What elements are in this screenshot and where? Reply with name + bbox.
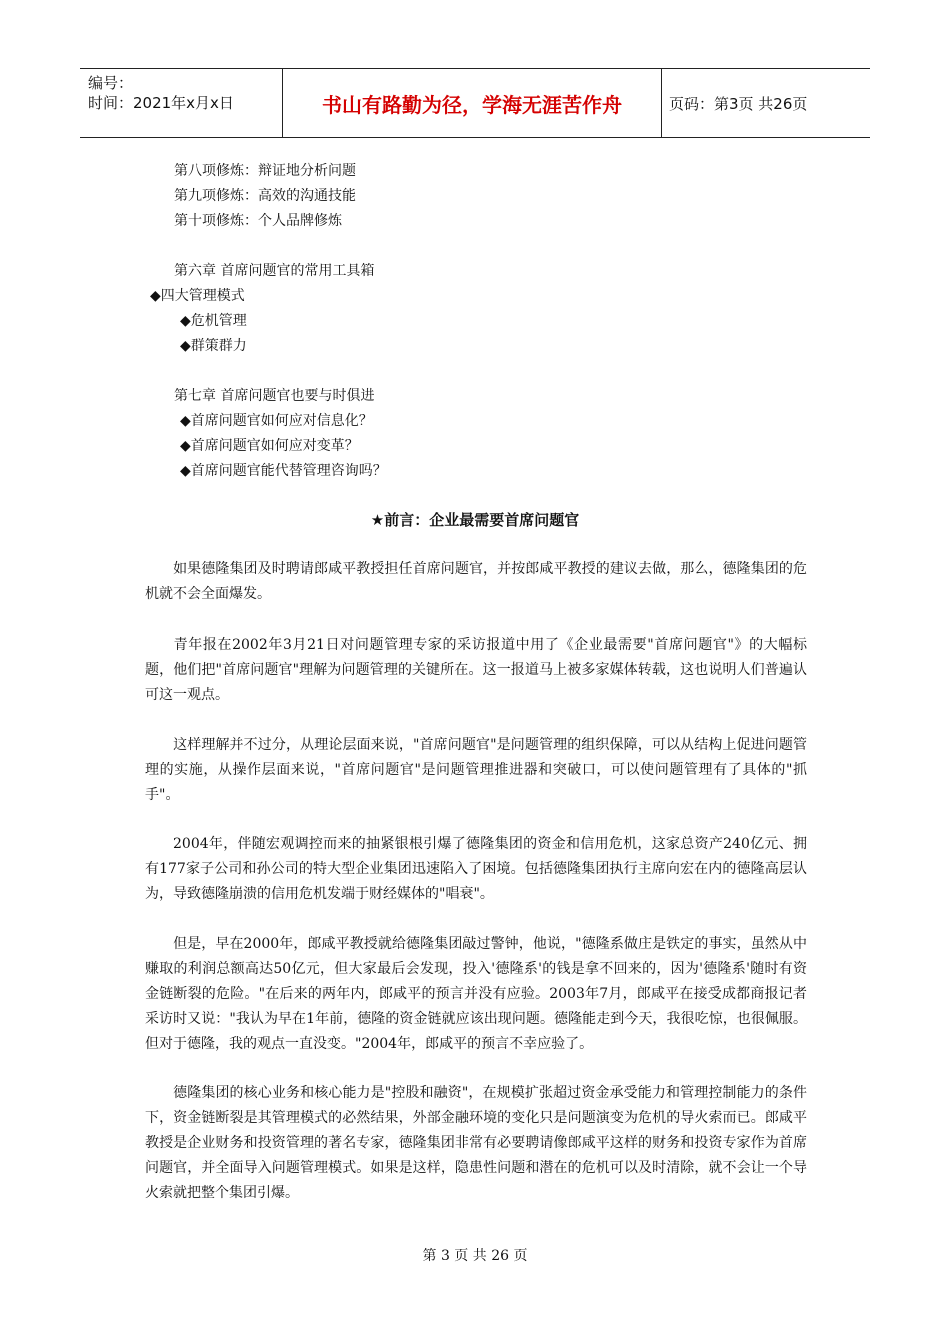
toc-item-8: 第八项修炼：辩证地分析问题 bbox=[174, 163, 356, 179]
toc-item-9: 第九项修炼：高效的沟通技能 bbox=[174, 188, 356, 204]
header-page-number: 页码：第3页 共26页 bbox=[669, 94, 808, 113]
header-number: 编号： bbox=[88, 74, 134, 92]
toc-item-10: 第十项修炼：个人品牌修炼 bbox=[174, 213, 342, 229]
toc-ch7-bullet-3: ◆首席问题官能代替管理咨询吗？ bbox=[180, 463, 387, 479]
paragraph-6: 德隆集团的核心业务和核心能力是"控股和融资"，在规模扩张超过资金承受能力和管理控制能力的条件下，资金链断裂是其管理模式的必然结果，外部金融环境的变化只是问题演变为危机的导火索而已。郎咸平教授是企业财务和投资管理的著名专家，德隆集团非常有必要聘请像郎咸平这样的财务和投资专家作为首席问题官，并全面导入问题管理模式。如果是这样，隐患性问题和潜在的危机可以及时清除，就不会让一个导火索就把整个集团引爆。 bbox=[145, 1085, 807, 1201]
toc-ch6-bullet-1: ◆四大管理模式 bbox=[150, 288, 245, 304]
toc-ch6-bullet-2: ◆危机管理 bbox=[180, 313, 247, 329]
paragraph-1: 如果德隆集团及时聘请郎咸平教授担任首席问题官，并按郎咸平教授的建议去做，那么，德隆集团的危机就不会全面爆发。 bbox=[145, 561, 807, 602]
toc-chapter-6: 第六章 首席问题官的常用工具箱 bbox=[174, 263, 375, 279]
header-time: 时间：2021年x月x日 bbox=[88, 94, 234, 112]
header-left-cell bbox=[80, 69, 282, 137]
paragraph-2: 青年报在2002年3月21日对问题管理专家的采访报道中用了《企业最需要"首席问题官"》的大幅标题，他们把"首席问题官"理解为问题管理的关键所在。这一报道马上被多家媒体转载，这也说明人们普遍认可这一观点。 bbox=[145, 637, 807, 703]
header-motto: 书山有路勤为径，学海无涯苦作舟 bbox=[282, 69, 662, 137]
toc-ch6-bullet-3: ◆群策群力 bbox=[180, 338, 247, 354]
toc-ch7-bullet-2: ◆首席问题官如何应对变革？ bbox=[180, 438, 359, 454]
preface-title: ★前言：企业最需要首席问题官 bbox=[370, 511, 580, 529]
page-header bbox=[80, 68, 870, 138]
paragraph-5: 但是，早在2000年，郎咸平教授就给德隆集团敲过警钟，他说，"德隆系做庄是铁定的事实，虽然从中赚取的利润总额高达50亿元，但大家最后会发现，投入'德隆系'的钱是拿不回来的，因为'德隆系'随时有资金链断裂的危险。"在后来的两年内，郎咸平的预言并没有应验。2003年7月，郎咸平在接受成都商报记者采访时又说："我认为早在1年前，德隆的资金链就应该出现问题。德隆能走到今天，我很吃惊，也很佩服。但对于德隆，我的观点一直没变。"2004年，郎咸平的预言不幸应验了。 bbox=[145, 936, 807, 1052]
paragraph-3: 这样理解并不过分，从理论层面来说，"首席问题官"是问题管理的组织保障，可以从结构上促进问题管理的实施，从操作层面来说，"首席问题官"是问题管理推进器和突破口，可以使问题管理有了具体的"抓手"。 bbox=[145, 737, 807, 803]
toc-chapter-7: 第七章 首席问题官也要与时俱进 bbox=[174, 388, 375, 404]
toc-ch7-bullet-1: ◆首席问题官如何应对信息化？ bbox=[180, 413, 373, 429]
paragraph-4: 2004年，伴随宏观调控而来的抽紧银根引爆了德隆集团的资金和信用危机，这家总资产240亿元、拥有177家子公司和孙公司的特大型企业集团迅速陷入了困境。包括德隆集团执行主席向宏在内的德隆高层认为，导致德隆崩溃的信用危机发端于财经媒体的"唱衰"。 bbox=[145, 836, 807, 902]
page-footer: 第 3 页 共 26 页 bbox=[422, 1248, 528, 1264]
